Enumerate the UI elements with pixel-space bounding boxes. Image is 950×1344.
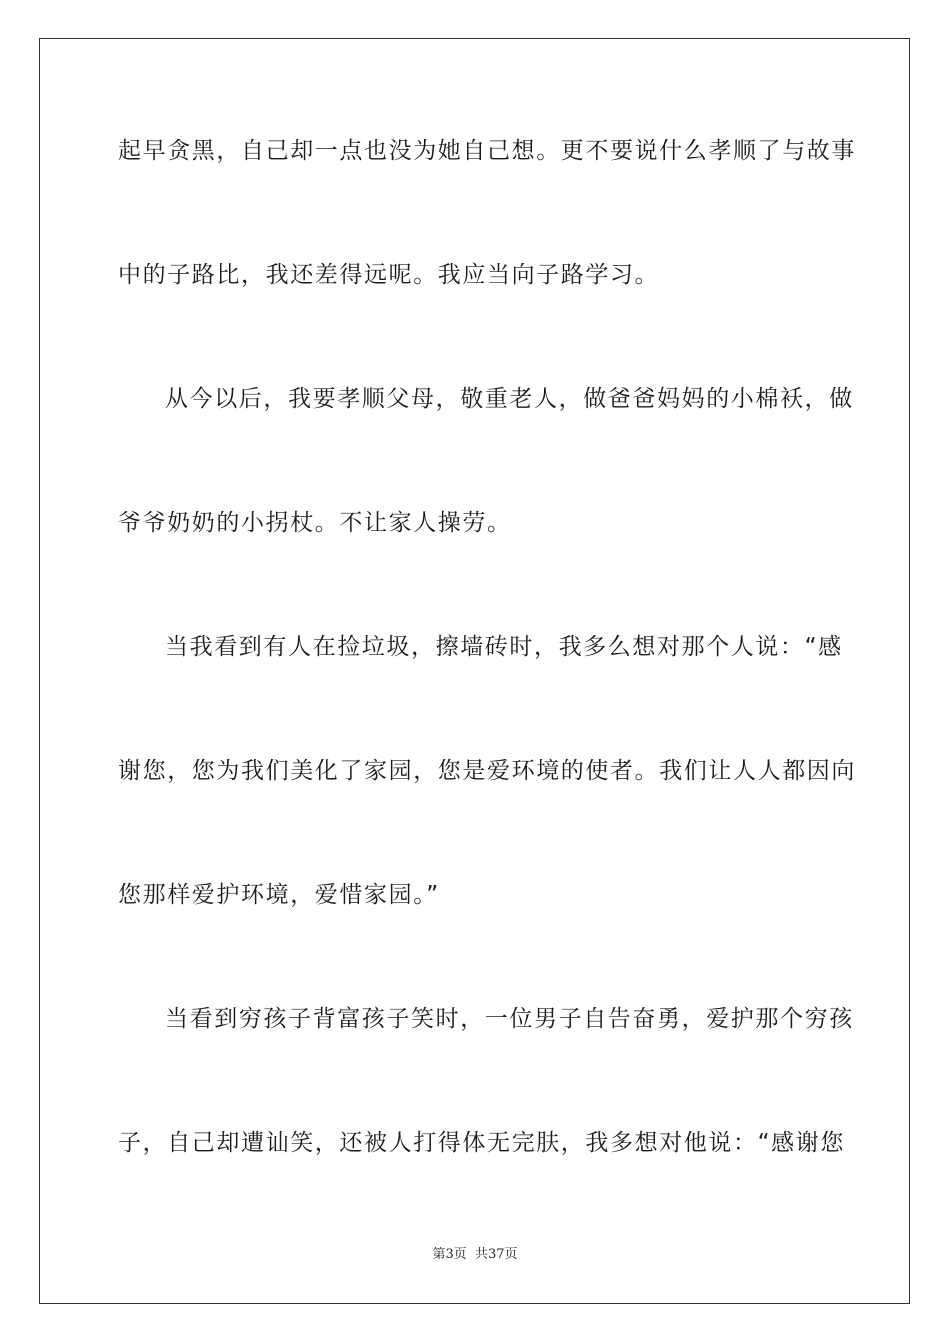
page-footer [0,1246,950,1264]
text-line: 当我看到有人在捡垃圾，擦墙砖时，我多么想对那个人说：“感 [165,634,843,660]
text-line: 爷爷奶奶的小拐杖。不让家人操劳。 [118,510,512,536]
page-number: 第3页 [432,1247,467,1262]
text-line: 谢您，您为我们美化了家园，您是爱环境的使者。我们让人人都因向 [118,758,856,784]
text-line: 起早贪黑，自己却一点也没为她自己想。更不要说什么孝顺了与故事 [118,138,856,164]
text-line: 您那样爱护环境，爱惜家园。” [118,882,440,908]
page-border [39,38,910,1304]
text-line: 子，自己却遭讪笑，还被人打得体无完肤，我多想对他说：“感谢您 [118,1130,845,1156]
text-line: 当看到穷孩子背富孩子笑时，一位男子自告奋勇，爱护那个穷孩 [165,1006,854,1032]
text-line: 中的子路比，我还差得远呢。我应当向子路学习。 [118,262,660,288]
total-pages: 共37页 [474,1247,518,1262]
text-line: 从今以后，我要孝顺父母，敬重老人，做爸爸妈妈的小棉袄，做 [165,386,854,412]
